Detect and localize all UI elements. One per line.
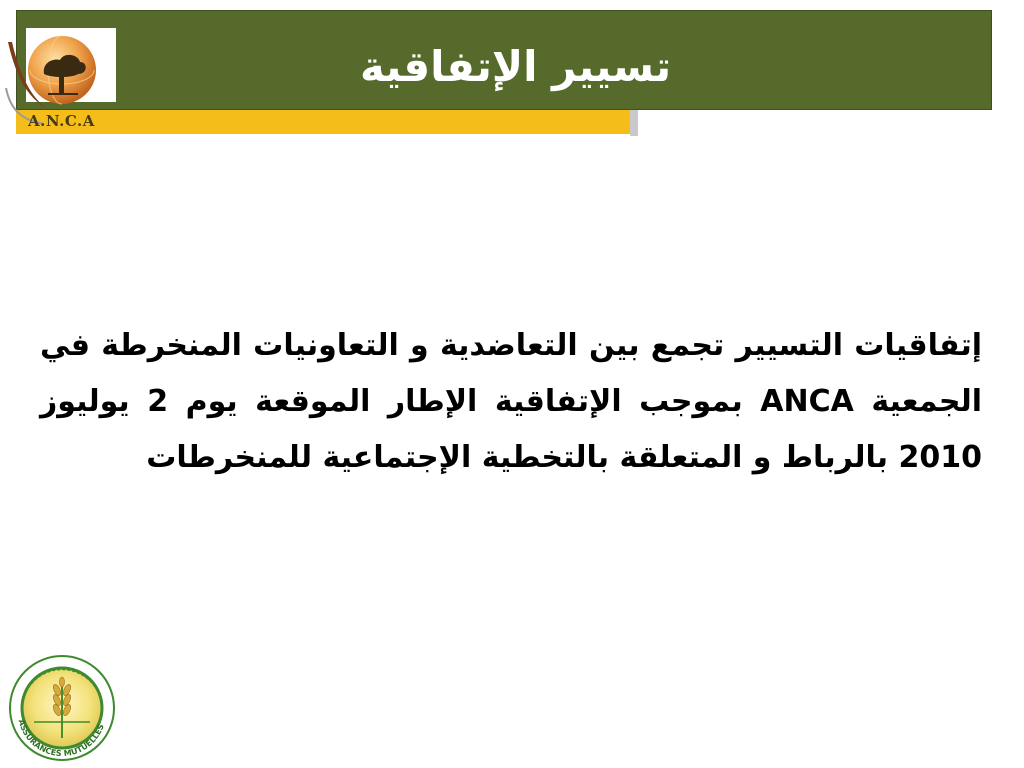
- anca-logo: [4, 28, 116, 136]
- assurances-mutuelles-wheat-seal-icon: [4, 652, 120, 764]
- assurances-mutuelles-logo: [4, 652, 120, 764]
- accent-bar-shadow: [630, 110, 638, 136]
- slide-title: تسيير الإتفاقية: [360, 42, 672, 91]
- body-paragraph: إتفاقيات التسيير تجمع بين التعاضدية و التعاونيات المنخرطة في الجمعية ANCA بموجب الإتفاقية الإطار الموقعة يوم 2 يوليوز 2010 بالرباط و المتعلقة بالتخطية الإجتماعية للمنخرطات: [40, 328, 982, 475]
- svg-text:ASSURANCES MUTUELLES: ASSURANCES MUTUELLES: [16, 718, 106, 759]
- anca-logo-text: A.N.C.A: [28, 112, 95, 130]
